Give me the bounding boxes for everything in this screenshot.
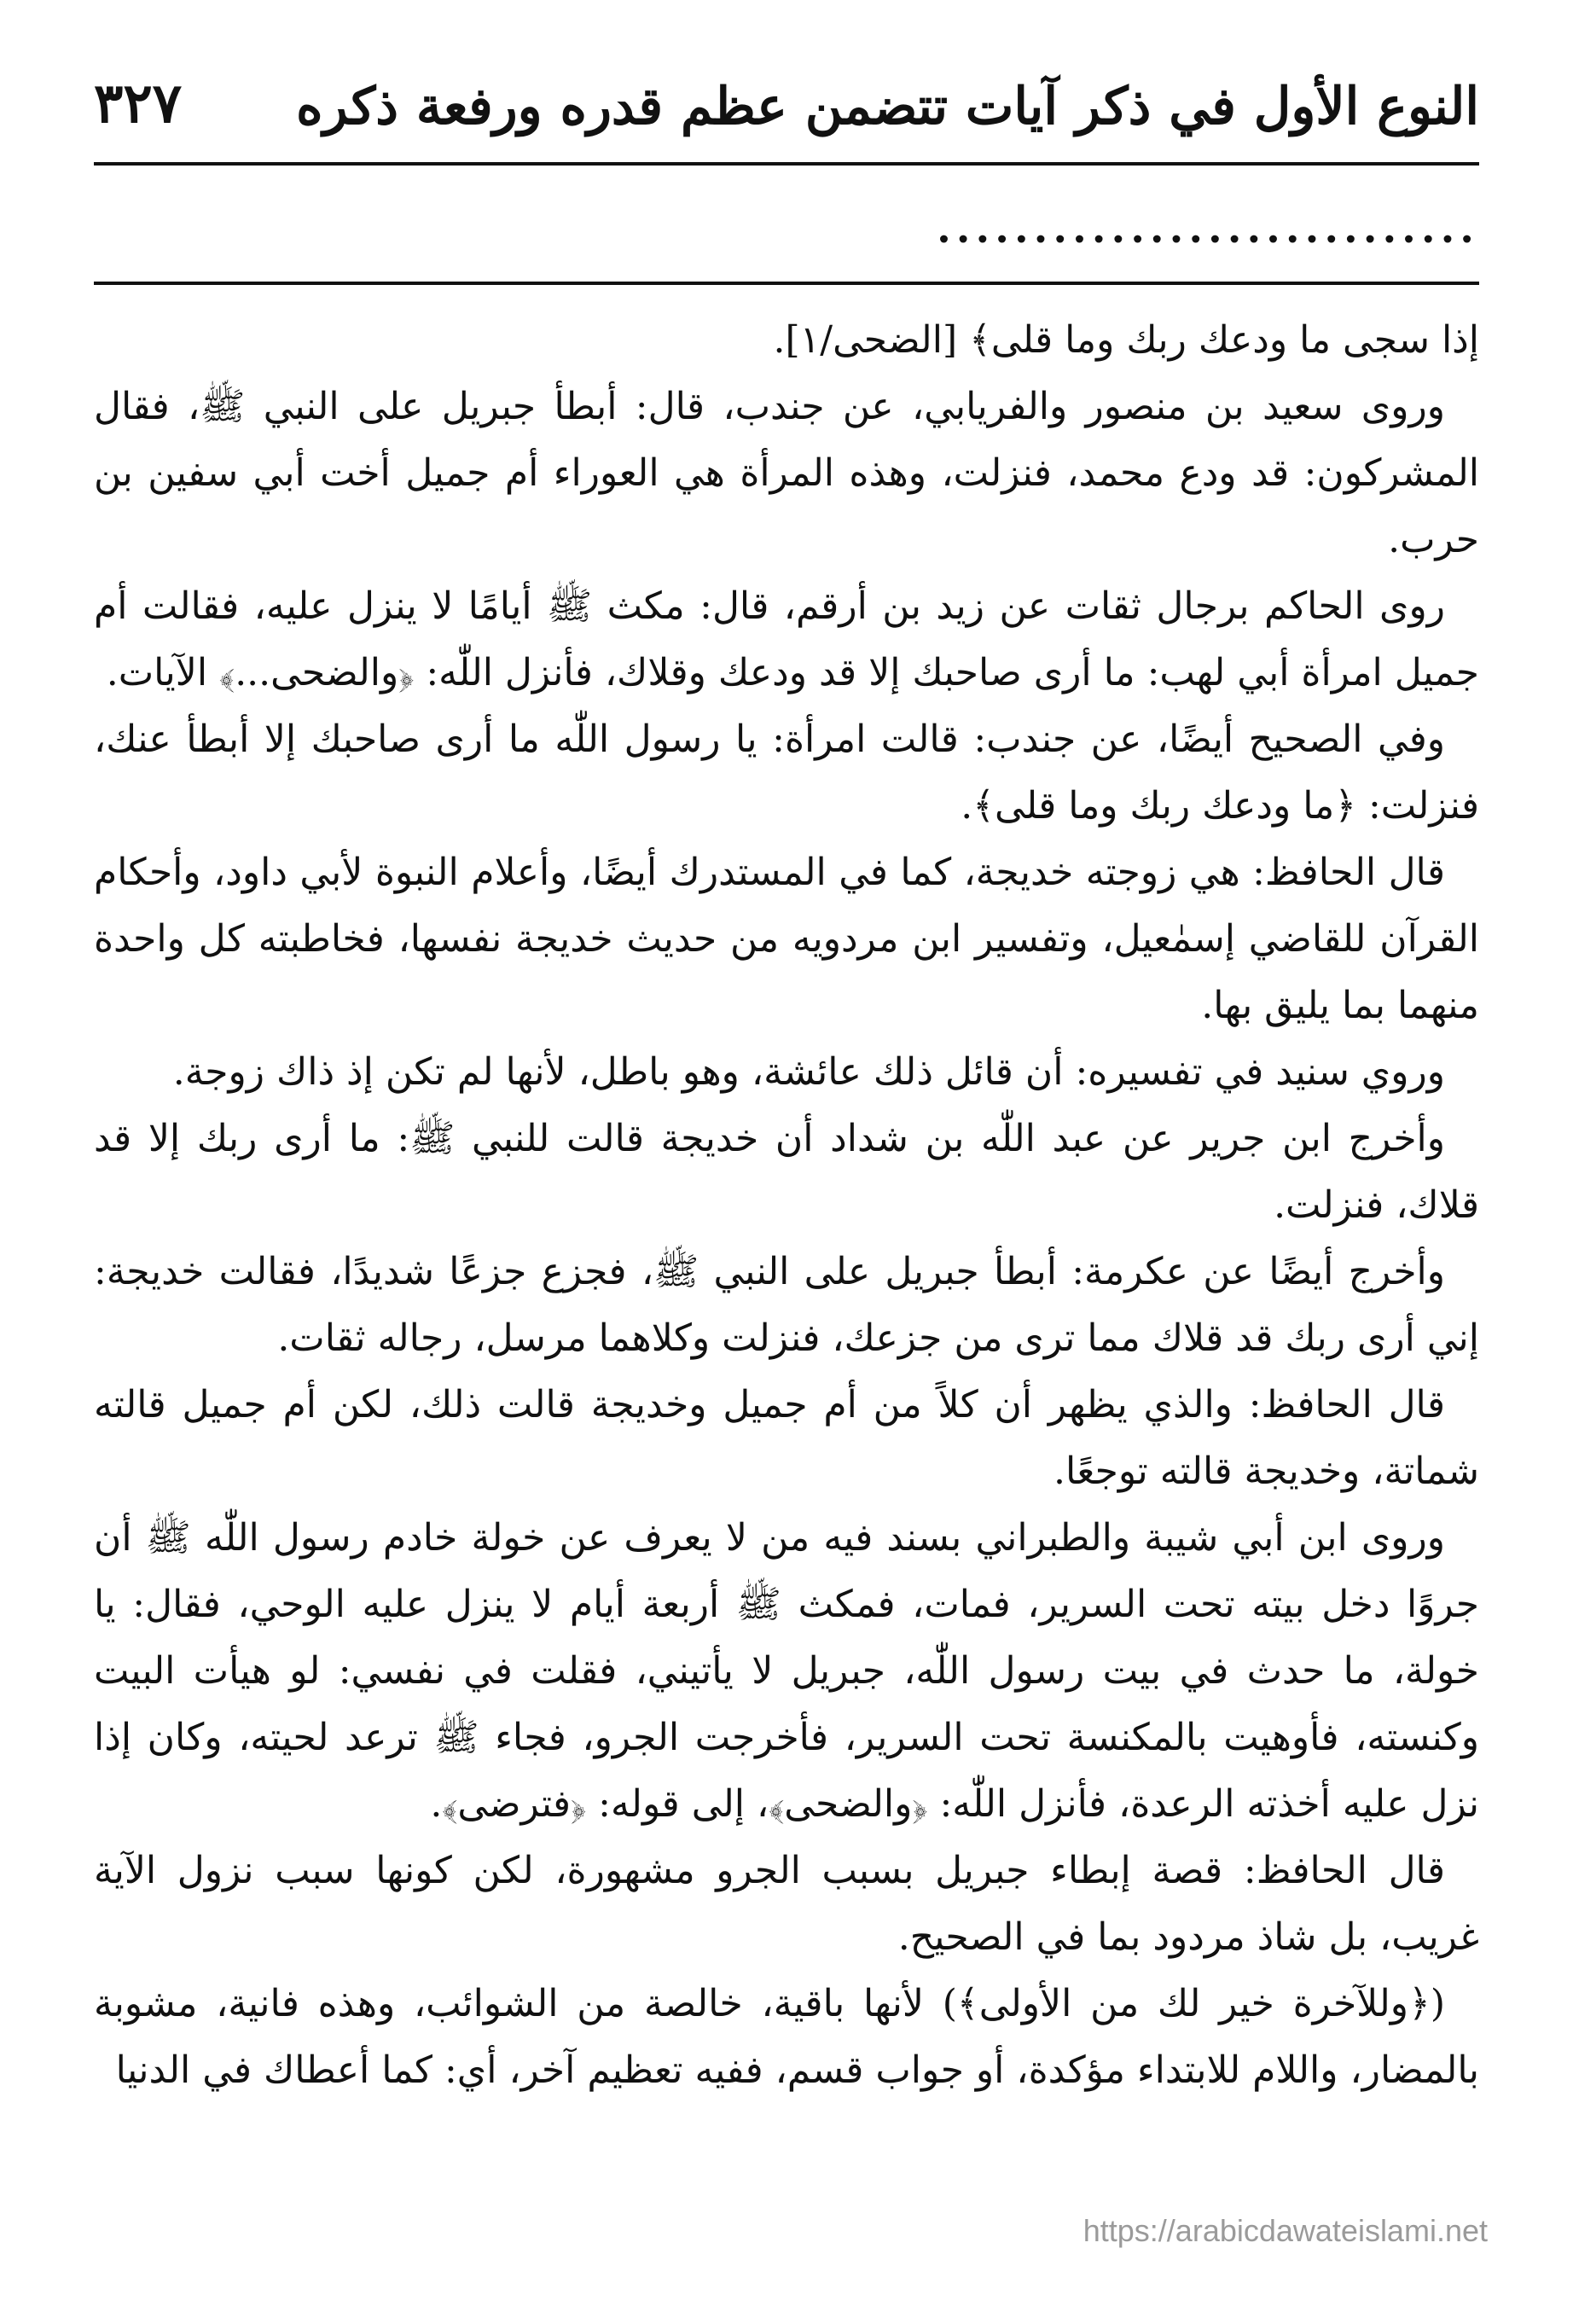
header-rule [94, 162, 1479, 166]
paragraph: وفي الصحيح أيضًا، عن جندب: قالت امرأة: يا رسول اللّٰه ما أرى صاحبك إلا أبطأ عنك، فنزلت: ﴿ما ودعك ربك وما قلى﴾. [94, 718, 1479, 828]
paragraph: وأخرج ابن جرير عن عبد اللّٰه بن شداد أن خديجة قالت للنبي ﷺ: ما أرى ربك إلا قد قلاك، فنزلت. [94, 1117, 1479, 1227]
paragraph: قال الحافظ: والذي يظهر أن كلاً من أم جميل وخديجة قالت ذلك، لكن أم جميل قالته شماتة، وخديجة قالته توجعًا. [94, 1383, 1479, 1493]
paragraph: (﴿وللآخرة خير لك من الأولى﴾) لأنها باقية، خالصة من الشوائب، وهذه فانية، مشوبة بالمضار، واللام للابتداء مؤكدة، أو جواب قسم، ففيه تعظيم آخر، أي: كما أعطاك في الدنيا [94, 1982, 1479, 2092]
paragraph: وروى ابن أبي شيبة والطبراني بسند فيه من لا يعرف عن خولة خادم رسول اللّٰه ﷺ أن جروًا دخل بيته تحت السرير، فمات، فمكث ﷺ أربعة أيام لا ينزل عليه الوحي، فقال: يا خولة، ما حدث في بيت رسول اللّٰه، جبريل لا يأتيني، فقلت في نفسي: لو هيأت البيت وكنسته، فأوهيت بالمكنسة تحت السرير، فأخرجت الجرو، فجاء ﷺ ترعد لحيته، وكان إذا نزل عليه أخذته الرعدة، فأنزل اللّٰه: ﴿والضحى﴾، إلى قوله: ﴿فترضى﴾. [94, 1516, 1479, 1826]
body-text [94, 307, 1479, 2153]
paragraph: قال الحافظ: قصة إبطاء جبريل بسبب الجرو مشهورة، لكن كونها سبب نزول الآية غريب، بل شاذ مردود بما في الصحيح. [94, 1849, 1479, 1959]
continuation-dots: ............................ [937, 205, 1479, 253]
running-title: النوع الأول في ذكر آيات تتضمن عظم قدره ورفعة ذكره [296, 77, 1479, 137]
paragraph: وروى سعيد بن منصور والفريابي، عن جندب، قال: أبطأ جبريل على النبي ﷺ، فقال المشركون: قد ودع محمد، فنزلت، وهذه المرأة هي العوراء أم جميل أخت أبي سفين بن حرب. [94, 385, 1479, 561]
page-number: ٣٢٧ [94, 72, 183, 136]
paragraph: وأخرج أيضًا عن عكرمة: أبطأ جبريل على النبي ﷺ، فجزع جزعًا شديدًا، فقالت خديجة: إني أرى ربك قد قلاك مما ترى من جزعك، فنزلت وكلاهما مرسل، رجاله ثقات. [94, 1250, 1479, 1360]
section-rule [94, 282, 1479, 285]
paragraph: إذا سجى ما ودعك ربك وما قلى﴾ [الضحى/١]. [773, 318, 1479, 362]
paragraph: وروي سنيد في تفسيره: أن قائل ذلك عائشة، وهو باطل، لأنها لم تكن إذ ذاك زوجة. [172, 1050, 1445, 1094]
paragraph: روى الحاكم برجال ثقات عن زيد بن أرقم، قال: مكث ﷺ أيامًا لا ينزل عليه، فقالت أم جميل امرأة أبي لهب: ما أرى صاحبك إلا قد ودعك وقلاك، فأنزل اللّٰه: ﴿والضحى...﴾ الآيات. [94, 584, 1479, 694]
watermark-url: https://arabicdawateislami.net [1083, 2213, 1488, 2248]
paragraph: قال الحافظ: هي زوجته خديجة، كما في المستدرك أيضًا، وأعلام النبوة لأبي داود، وأحكام القرآن للقاضي إسمٰعيل، وتفسير ابن مردويه من حديث خديجة نفسها، فخاطبته كل واحدة منهما بما يليق بها. [94, 851, 1479, 1027]
page-header [94, 68, 1479, 171]
